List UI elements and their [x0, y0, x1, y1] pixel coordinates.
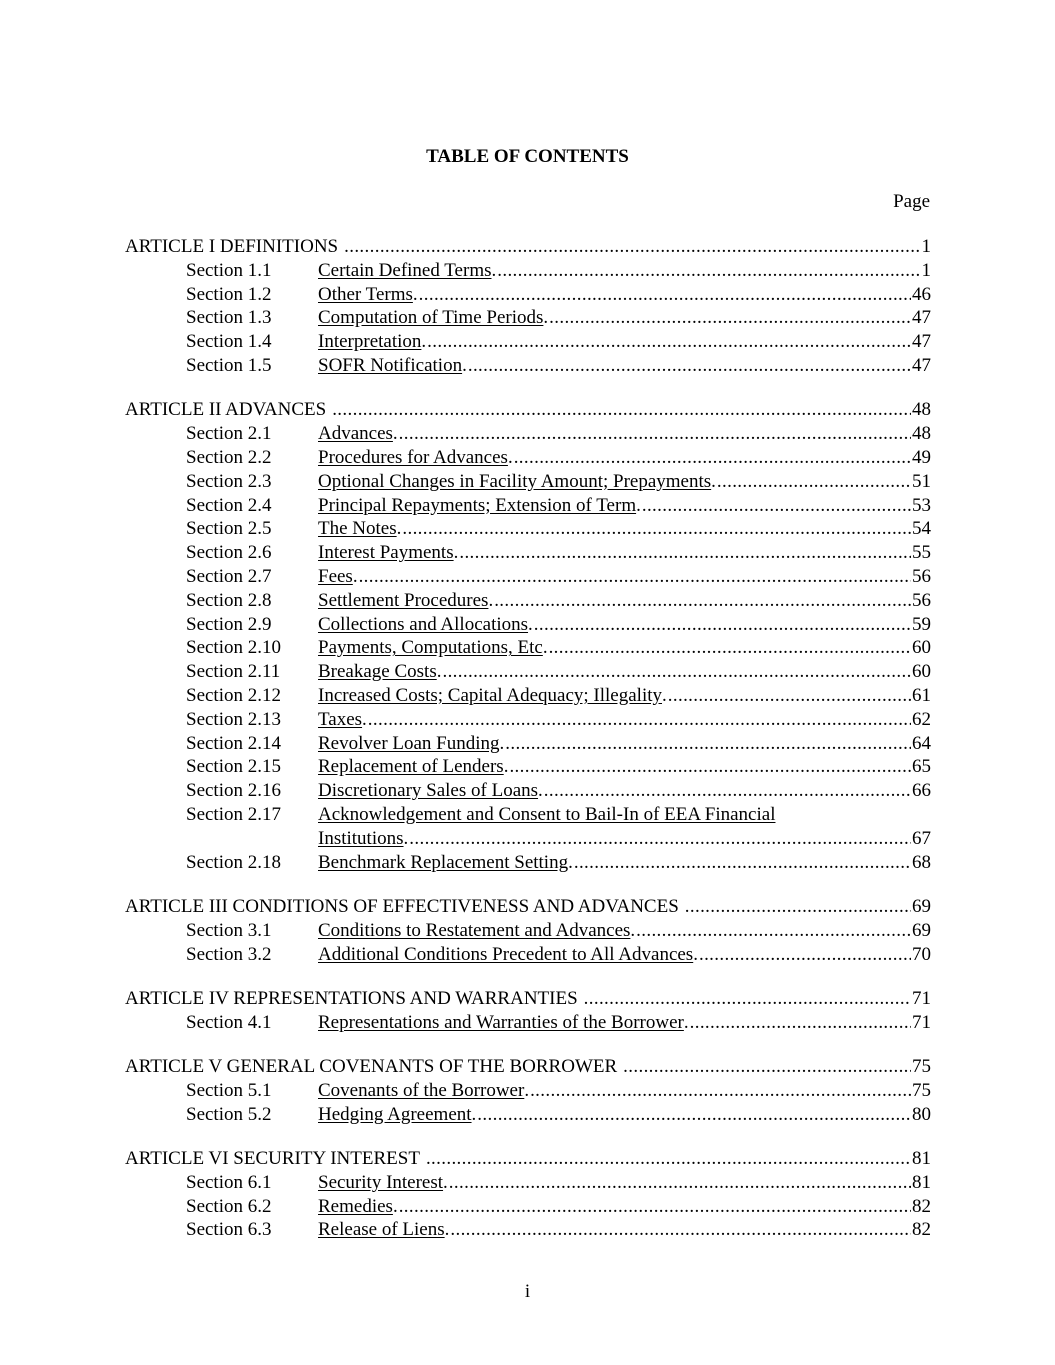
dot-leader	[344, 235, 920, 259]
section-title-period: .	[436, 661, 442, 683]
section-title-link[interactable]: Interpretation	[318, 331, 422, 353]
dot-leader	[636, 919, 911, 943]
toc-section-entry[interactable]	[125, 803, 931, 827]
section-title-link[interactable]: Hedging Agreement	[318, 1103, 472, 1125]
section-title-period: .	[524, 1079, 530, 1101]
section-title-period: .	[396, 518, 402, 540]
toc-section-entry[interactable]	[125, 306, 931, 330]
section-title-link[interactable]: Taxes	[318, 708, 363, 730]
section-number: Section 1.3	[186, 307, 272, 329]
section-title-period: .	[444, 1219, 450, 1241]
dot-leader	[419, 283, 911, 307]
dot-leader	[514, 446, 911, 470]
section-title-period: .	[392, 423, 398, 445]
section-title-link[interactable]: Replacement of Lenders	[318, 756, 504, 778]
section-title-link[interactable]: Computation of Time Periods	[318, 307, 544, 329]
section-page-number: 48	[912, 423, 931, 445]
section-title-period: .	[693, 943, 698, 965]
section-number: Section 2.3	[186, 470, 272, 492]
section-title-period: .	[662, 684, 667, 706]
toc-section-entry[interactable]	[125, 1195, 931, 1219]
dot-leader	[623, 1055, 911, 1079]
section-title-continuation-link[interactable]: Institutions	[318, 827, 404, 849]
dot-leader	[505, 732, 911, 756]
toc-article-entry[interactable]	[125, 987, 931, 1011]
section-number: Section 2.12	[186, 684, 281, 706]
toc-section-entry[interactable]	[125, 684, 931, 708]
section-title-link[interactable]: Procedures for Advances	[318, 446, 508, 468]
dot-leader	[450, 1218, 911, 1242]
section-title-link[interactable]: Release of Liens	[318, 1219, 445, 1241]
section-number: Section 5.2	[186, 1103, 272, 1125]
section-number: Section 2.14	[186, 732, 281, 754]
section-page-number: 56	[912, 589, 931, 611]
toc-section-entry[interactable]	[125, 660, 931, 684]
section-title-period: .	[528, 613, 533, 635]
toc-section-entry[interactable]	[125, 354, 931, 378]
toc-section-entry[interactable]	[125, 1171, 931, 1195]
section-page-number: 66	[912, 780, 931, 802]
section-title-period: .	[538, 780, 543, 802]
section-page-number: 59	[912, 613, 931, 635]
section-title-link[interactable]: Certain Defined Terms	[318, 259, 492, 281]
section-number: Section 6.3	[186, 1219, 272, 1241]
dot-leader	[409, 827, 911, 851]
dot-leader	[685, 895, 911, 919]
section-number: Section 4.1	[186, 1011, 272, 1033]
article-page-number: 69	[912, 895, 931, 917]
article-label: ARTICLE V GENERAL COVENANTS OF THE BORROWER	[125, 1056, 618, 1078]
section-title-period: .	[352, 565, 358, 587]
section-page-number: 1	[921, 259, 931, 281]
toc-section-entry[interactable]	[125, 283, 931, 307]
section-page-number: 75	[912, 1079, 931, 1101]
section-title-link[interactable]: Benchmark Replacement Setting	[318, 851, 569, 873]
section-number: Section 2.8	[186, 589, 272, 611]
dot-leader	[717, 470, 911, 494]
dot-leader	[399, 1195, 911, 1219]
dot-leader	[497, 259, 920, 283]
section-title-link[interactable]: Payments, Computations, Etc	[318, 637, 543, 659]
dot-leader	[442, 660, 911, 684]
toc-section-entry[interactable]	[125, 541, 931, 565]
document-title: TABLE OF CONTENTS	[426, 146, 629, 167]
section-page-number: 54	[912, 518, 931, 540]
section-page-number: 55	[912, 542, 931, 564]
section-number: Section 2.2	[186, 446, 272, 468]
section-title-link[interactable]: Discretionary Sales of Loans	[318, 780, 539, 802]
toc-article-entry[interactable]	[125, 1147, 931, 1171]
dot-leader	[426, 1147, 911, 1171]
section-title-period: .	[542, 637, 548, 659]
dot-leader	[544, 779, 911, 803]
toc-section-entry[interactable]	[125, 517, 931, 541]
toc-section-entry[interactable]	[125, 259, 931, 283]
section-page-number: 47	[912, 307, 931, 329]
section-title-period: .	[630, 919, 636, 941]
section-page-number: 49	[912, 446, 931, 468]
section-number: Section 1.4	[186, 331, 272, 353]
section-number: Section 2.9	[186, 613, 272, 635]
dot-leader	[427, 330, 911, 354]
toc-section-continuation[interactable]	[125, 827, 931, 851]
dot-leader	[530, 1079, 911, 1103]
dot-leader	[332, 398, 911, 422]
section-title-link[interactable]: Interest Payments	[318, 542, 454, 564]
section-number: Section 1.2	[186, 283, 272, 305]
dot-leader	[468, 354, 911, 378]
section-number: Section 2.13	[186, 708, 281, 730]
section-page-number: 65	[912, 756, 931, 778]
section-title-period: .	[362, 708, 367, 730]
dot-leader	[642, 494, 911, 518]
section-number: Section 2.16	[186, 780, 281, 802]
section-title-link[interactable]: Additional Conditions Precedent to All Advances	[318, 943, 694, 965]
section-page-number: 80	[912, 1103, 931, 1125]
section-page-number: 62	[912, 708, 931, 730]
section-title-link[interactable]: Increased Costs; Capital Adequacy; Illegality	[318, 684, 663, 706]
section-title-link[interactable]: Optional Changes in Facility Amount; Prepayments	[318, 470, 712, 492]
toc-section-entry[interactable]	[125, 851, 931, 875]
section-title-link[interactable]: Collections and Allocations	[318, 613, 529, 635]
toc-section-entry[interactable]	[125, 422, 931, 446]
toc-section-entry[interactable]	[125, 613, 931, 637]
section-number: Section 3.2	[186, 943, 272, 965]
toc-section-entry[interactable]	[125, 1103, 931, 1127]
article-page-number: 48	[912, 399, 931, 421]
toc-article-entry[interactable]	[125, 398, 931, 422]
section-title-period: .	[421, 331, 427, 353]
section-page-number: 64	[912, 732, 931, 754]
section-number: Section 1.5	[186, 354, 272, 376]
section-page-number: 82	[912, 1195, 931, 1217]
toc-section-entry[interactable]	[125, 755, 931, 779]
dot-leader	[399, 422, 911, 446]
toc-section-entry[interactable]	[125, 589, 931, 613]
section-title-link[interactable]: Conditions to Restatement and Advances	[318, 919, 631, 941]
toc-section-entry[interactable]	[125, 919, 931, 943]
section-number: Section 2.11	[186, 661, 281, 683]
section-number: Section 2.15	[186, 756, 281, 778]
section-number: Section 2.17	[186, 803, 281, 825]
dot-leader	[459, 541, 911, 565]
dot-leader	[494, 589, 911, 613]
section-title-link[interactable]: The Notes	[318, 518, 397, 540]
toc-article-entry[interactable]	[125, 895, 931, 919]
dot-leader	[534, 613, 911, 637]
section-title-link[interactable]: Fees	[318, 565, 353, 587]
section-page-number: 51	[912, 470, 931, 492]
article-label: ARTICLE I DEFINITIONS	[125, 236, 339, 257]
article-page-number: 71	[912, 987, 931, 1009]
section-number: Section 2.5	[186, 518, 272, 540]
toc-section-entry[interactable]	[125, 779, 931, 803]
section-page-number: 61	[912, 684, 931, 706]
section-page-number: 47	[912, 331, 931, 353]
article-label: ARTICLE VI SECURITY INTEREST	[125, 1148, 420, 1170]
section-title-link[interactable]: Advances	[318, 423, 393, 445]
section-page-number: 69	[912, 919, 931, 941]
section-title-period: .	[392, 1195, 398, 1217]
toc-section-entry[interactable]	[125, 636, 931, 660]
section-number: Section 2.4	[186, 494, 272, 516]
toc-section-entry[interactable]	[125, 1079, 931, 1103]
section-title-link[interactable]: Security Interest	[318, 1171, 444, 1193]
toc-section-entry[interactable]	[125, 494, 931, 518]
footer-page-number: i	[524, 1281, 531, 1302]
section-title-link[interactable]: SOFR Notification	[318, 354, 463, 376]
section-title-link[interactable]: Principal Repayments; Extension of Term	[318, 494, 637, 516]
dot-leader	[549, 636, 911, 660]
article-page-number: 81	[912, 1148, 931, 1170]
toc-section-entry[interactable]	[125, 1011, 931, 1035]
section-page-number: 71	[912, 1011, 931, 1033]
section-page-number: 68	[912, 851, 931, 873]
dot-leader	[368, 708, 911, 732]
section-number: Section 5.1	[186, 1079, 272, 1101]
section-title-period: .	[488, 589, 494, 611]
dot-leader	[668, 684, 911, 708]
toc-article-entry[interactable]	[125, 235, 931, 259]
article-label: ARTICLE III CONDITIONS OF EFFECTIVENESS AND ADVANCES	[125, 895, 679, 917]
toc-section-entry[interactable]	[125, 330, 931, 354]
dot-leader	[574, 851, 911, 875]
dot-leader	[584, 987, 911, 1011]
toc-section-entry[interactable]	[125, 1218, 931, 1242]
section-title-period: .	[453, 542, 459, 564]
toc-section-entry[interactable]	[125, 732, 931, 756]
section-page-number: 70	[912, 943, 931, 965]
section-title-period: .	[636, 494, 641, 516]
section-title-period: .	[683, 1011, 689, 1033]
section-number: Section 6.2	[186, 1195, 272, 1217]
section-number: Section 2.6	[186, 542, 272, 564]
section-title-link[interactable]: Representations and Warranties of the Borrower	[318, 1011, 684, 1033]
section-title-link[interactable]: Remedies	[318, 1195, 393, 1217]
toc-section-entry[interactable]	[125, 708, 931, 732]
dot-leader	[690, 1011, 911, 1035]
dot-leader	[449, 1171, 911, 1195]
section-page-number: 53	[912, 494, 931, 516]
toc-section-entry[interactable]	[125, 565, 931, 589]
section-title-period: .	[503, 756, 509, 778]
dot-leader	[549, 306, 911, 330]
section-number: Section 1.1	[186, 259, 272, 281]
page-column-heading: Page	[893, 191, 930, 212]
dot-leader	[359, 565, 911, 589]
section-page-number: 46	[912, 283, 931, 305]
section-title-period: .	[491, 259, 497, 281]
section-page-number: 60	[912, 637, 931, 659]
section-page-number: 56	[912, 565, 931, 587]
section-title-period: .	[462, 354, 467, 376]
section-number: Section 2.1	[186, 423, 272, 445]
dot-leader	[402, 517, 911, 541]
section-page-number: 60	[912, 661, 931, 683]
dot-leader	[477, 1103, 911, 1127]
dot-leader	[699, 943, 911, 967]
section-number: Section 6.1	[186, 1171, 272, 1193]
section-number: Section 2.18	[186, 851, 281, 873]
section-title-period: .	[471, 1103, 477, 1125]
section-title-period: .	[443, 1171, 448, 1193]
section-page-number: 81	[912, 1171, 931, 1193]
section-title-period: .	[543, 307, 549, 329]
section-page-number: 82	[912, 1219, 931, 1241]
toc-article-entry[interactable]	[125, 1055, 931, 1079]
section-title-link[interactable]: Covenants of the Borrower	[318, 1079, 525, 1101]
section-title-link[interactable]: Acknowledgement and Consent to Bail-In of EEA Financial	[318, 803, 776, 825]
section-title-period: .	[507, 446, 513, 468]
section-title-link[interactable]: Revolver Loan Funding	[318, 732, 500, 754]
section-title-period: .	[412, 283, 418, 305]
article-label: ARTICLE IV REPRESENTATIONS AND WARRANTIES	[125, 987, 578, 1009]
section-title-period: .	[711, 470, 716, 492]
section-title-link[interactable]: Settlement Procedures	[318, 589, 489, 611]
article-page-number: 1	[921, 236, 931, 257]
section-title-period: .	[568, 851, 573, 873]
toc-section-entry[interactable]	[125, 470, 931, 494]
article-label: ARTICLE II ADVANCES	[125, 399, 327, 421]
dot-leader	[509, 755, 911, 779]
toc-section-entry[interactable]	[125, 943, 931, 967]
section-title-link[interactable]: Other Terms	[318, 283, 413, 305]
section-page-number: 67	[912, 827, 931, 849]
section-number: Section 2.10	[186, 637, 281, 659]
article-page-number: 75	[912, 1056, 931, 1078]
section-number: Section 3.1	[186, 919, 272, 941]
section-page-number: 47	[912, 354, 931, 376]
section-title-period: .	[499, 732, 505, 754]
table-of-contents	[125, 235, 931, 1242]
toc-section-entry[interactable]	[125, 446, 931, 470]
section-title-period: .	[403, 827, 409, 849]
section-number: Section 2.7	[186, 565, 272, 587]
section-title-link[interactable]: Breakage Costs	[318, 661, 437, 683]
